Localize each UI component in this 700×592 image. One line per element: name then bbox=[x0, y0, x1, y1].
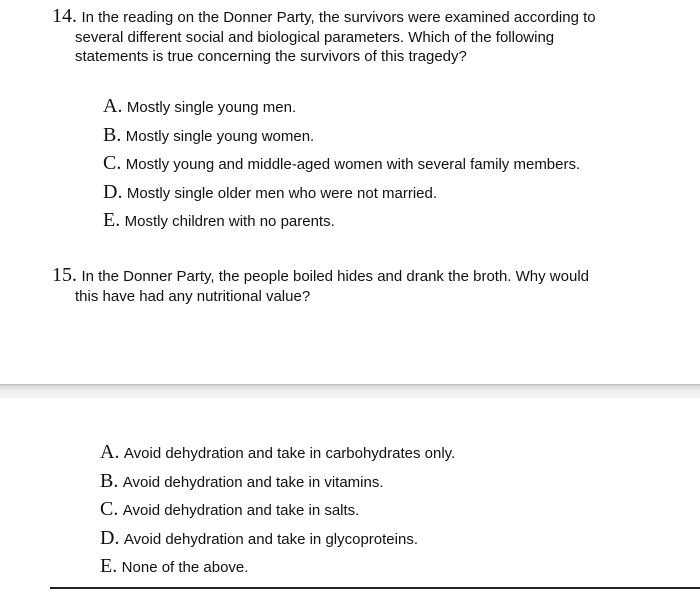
question-15 bbox=[52, 264, 662, 306]
q14-choice-a bbox=[103, 95, 580, 124]
choice-letter: E. bbox=[103, 209, 121, 231]
choice-text: Mostly children with no parents. bbox=[124, 213, 335, 230]
choice-letter: E. bbox=[100, 555, 118, 577]
q15-choice-b bbox=[100, 470, 455, 499]
choice-letter: A. bbox=[100, 441, 120, 463]
choice-letter: B. bbox=[100, 469, 119, 492]
question-15-text-line-1: In the Donner Party, the people boiled hides and drank the broth. Why would bbox=[81, 268, 589, 285]
question-14-choices bbox=[103, 95, 580, 238]
question-14-first-line bbox=[52, 5, 662, 28]
choice-letter: A. bbox=[103, 95, 123, 117]
q15-choice-d bbox=[100, 527, 455, 556]
q14-choice-e bbox=[103, 209, 580, 238]
question-15-choices bbox=[100, 441, 455, 584]
q14-choice-c bbox=[103, 152, 580, 181]
choice-letter: C. bbox=[100, 498, 119, 520]
q14-choice-d bbox=[103, 181, 580, 210]
question-15-first-line bbox=[52, 264, 662, 287]
question-14-text-line-1: In the reading on the Donner Party, the survivors were examined according to bbox=[81, 9, 596, 26]
choice-letter: D. bbox=[103, 180, 123, 203]
choice-text: Avoid dehydration and take in glycoproteins. bbox=[123, 530, 418, 548]
question-15-number: 15. bbox=[52, 264, 77, 286]
choice-text: Avoid dehydration and take in carbohydrates only. bbox=[123, 445, 456, 462]
q15-choice-a bbox=[100, 441, 455, 470]
question-14-text-line-3: statements is true concerning the survivors of this tragedy? bbox=[75, 48, 467, 65]
question-14-number: 14. bbox=[52, 5, 77, 27]
choice-text: Avoid dehydration and take in salts. bbox=[122, 502, 360, 519]
choice-text: Mostly single older men who were not married. bbox=[126, 184, 438, 202]
choice-text: Mostly single young men. bbox=[126, 99, 297, 116]
choice-letter: B. bbox=[103, 123, 122, 146]
choice-text: None of the above. bbox=[121, 559, 249, 576]
question-14 bbox=[52, 5, 662, 66]
question-15-text-line-2: this have had any nutritional value? bbox=[75, 288, 311, 305]
choice-letter: D. bbox=[100, 526, 120, 549]
q15-choice-c bbox=[100, 498, 455, 527]
q14-choice-b bbox=[103, 124, 580, 153]
question-14-text-line-2: several different social and biological parameters. Which of the following bbox=[75, 29, 555, 46]
bottom-rule bbox=[50, 587, 700, 589]
choice-letter: C. bbox=[103, 152, 122, 174]
choice-text: Mostly young and middle-aged women with several family members. bbox=[125, 156, 581, 173]
q15-choice-e bbox=[100, 555, 455, 584]
choice-text: Avoid dehydration and take in vitamins. bbox=[122, 473, 384, 491]
choice-text: Mostly single young women. bbox=[125, 127, 315, 145]
page-break bbox=[0, 384, 700, 398]
